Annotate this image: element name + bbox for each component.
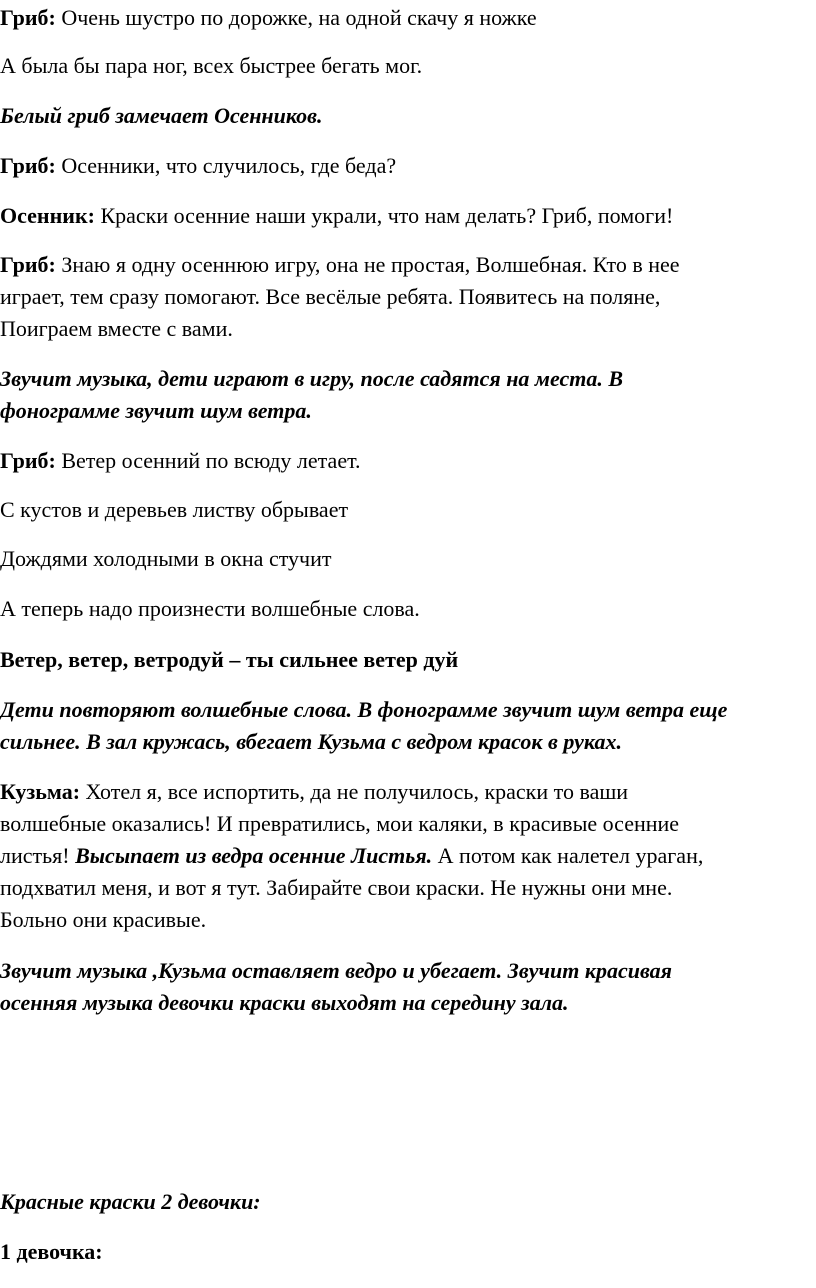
poem-line: Дождями холодными в окна стучит — [0, 546, 332, 571]
speaker-label: Осенник: — [0, 203, 95, 228]
poem-line: С кустов и деревьев листву обрывает — [0, 497, 349, 522]
stage-direction: сильнее. В зал кружась, вбегает Кузьма с ведром красок в руках. — [0, 729, 622, 754]
line-text: Краски осенние наши украли, что нам делать? Гриб, помоги! — [94, 203, 674, 228]
stage-direction: Звучит музыка, дети играют в игру, после садятся на места. В — [0, 366, 624, 391]
line-kuzma — [0, 776, 816, 808]
section-heading: Красные краски 2 девочки: — [0, 1189, 261, 1214]
line-grib-3-cont: Поиграем вместе с вами. — [0, 316, 233, 341]
speaker-label: Кузьма: — [0, 779, 81, 804]
line-grib-2 — [0, 150, 816, 182]
line-grib-1 — [0, 2, 816, 34]
speaker-label: Гриб: — [0, 153, 56, 178]
line-text: Знаю я одну осеннюю игру, она не простая, Волшебная. Кто в нее — [55, 252, 680, 277]
line-grib-4 — [0, 445, 816, 477]
stage-direction: фонограмме звучит шум ветра. — [0, 398, 312, 423]
speaker-heading: 1 девочка: — [0, 1239, 103, 1264]
speaker-label: Гриб: — [0, 448, 56, 473]
magic-words: Ветер, ветер, ветродуй – ты сильнее ветер дуй — [0, 647, 459, 672]
line-text: листья! — [0, 843, 76, 868]
line-text: А потом как налетел ураган, — [432, 843, 704, 868]
stage-direction: Звучит музыка ,Кузьма оставляет ведро и убегает. Звучит красивая — [0, 958, 673, 983]
inline-stage-direction: Высыпает из ведра осенние Листья. — [75, 843, 433, 868]
speaker-label: Гриб: — [0, 252, 56, 277]
line-grib-3 — [0, 249, 816, 281]
poem-line: А теперь надо произнести волшебные слова. — [0, 596, 420, 621]
line-text: Ветер осенний по всюду летает. — [55, 448, 361, 473]
line-2: А была бы пара ног, всех быстрее бегать мог. — [0, 53, 423, 78]
stage-direction: Дети повторяют волшебные слова. В фонограмме звучит шум ветра еще — [0, 697, 728, 722]
line-kuzma-cont: Больно они красивые. — [0, 907, 207, 932]
stage-direction: осенняя музыка девочки краски выходят на середину зала. — [0, 990, 569, 1015]
line-kuzma-cont — [0, 840, 816, 872]
line-grib-3-cont: играет, тем сразу помогают. Все весёлые ребята. Появитесь на поляне, — [0, 284, 661, 309]
line-osennik — [0, 200, 816, 232]
stage-direction: Белый гриб замечает Осенников. — [0, 103, 323, 128]
line-kuzma-cont: волшебные оказались! И превратились, мои каляки, в красивые осенние — [0, 811, 680, 836]
line-kuzma-cont: подхватил меня, и вот я тут. Забирайте свои краски. Не нужны они мне. — [0, 875, 673, 900]
line-text: Осенники, что случилось, где беда? — [55, 153, 397, 178]
speaker-label: Гриб: — [0, 5, 56, 30]
line-text: Очень шустро по дорожке, на одной скачу я ножке — [55, 5, 537, 30]
line-text: Хотел я, все испортить, да не получилось, краски то ваши — [80, 779, 629, 804]
